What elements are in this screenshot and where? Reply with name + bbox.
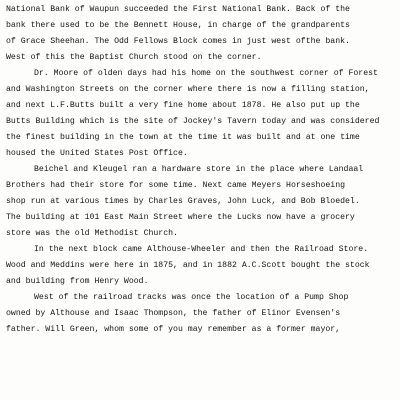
paragraph-first-line: In the next block came Althouse-Wheeler and then the Railroad Store. [34, 245, 369, 254]
text-line: West of this the Baptist Church stood on the corner. [6, 53, 262, 62]
text-line: bank there used to be the Bennett House, in charge of the grandparents [6, 21, 350, 30]
text-line: father. Will Green, whom some of you may remember as a former mayor, [6, 325, 341, 334]
paragraph-first-line: Dr. Moore of olden days had his home on the southwest corner of Forest [34, 69, 378, 78]
text-line: of Grace Sheehan. The Odd Fellows Block comes in just west ofthe bank. [6, 37, 350, 46]
text-line: The building at 101 East Main Street where the Lucks now have a grocery [6, 213, 355, 222]
paragraph-first-line: West of the railroad tracks was once the location of a Pump Shop [34, 293, 349, 302]
text-line: store was the old Methodist Church. [6, 229, 178, 238]
text-line: and building from Henry Wood. [6, 277, 149, 286]
text-line: National Bank of Waupun succeeded the First National Bank. Back of the [6, 5, 350, 14]
text-line: and next L.F.Butts built a very fine home about 1878. He also put up the [6, 101, 360, 110]
text-line: the finest building in the town at the time it was built and at one time [6, 133, 360, 142]
text-line: Wood and Meddins were here in 1875, and in 1882 A.C.Scott bought the stock [6, 261, 370, 270]
text-line: and Washington Streets on the corner where there is now a filling station, [6, 85, 370, 94]
paragraph-first-line: Beichel and Kleugel ran a hardware store in the place where Landaal [34, 165, 364, 174]
text-line: owned by Althouse and Isaac Thompson, the father of Elinor Evensen's [6, 309, 341, 318]
text-line: Brothers had their store for some time. Next came Meyers Horseshoeing [6, 181, 346, 190]
text-line: housed the United States Post Office. [6, 149, 188, 158]
text-line: shop run at various times by Charles Graves, John Luck, and Bob Bloedel. [6, 197, 360, 206]
text-line: Butts Building which is the site of Jockey's Tavern today and was considered [6, 117, 380, 126]
document-body [6, 2, 396, 338]
